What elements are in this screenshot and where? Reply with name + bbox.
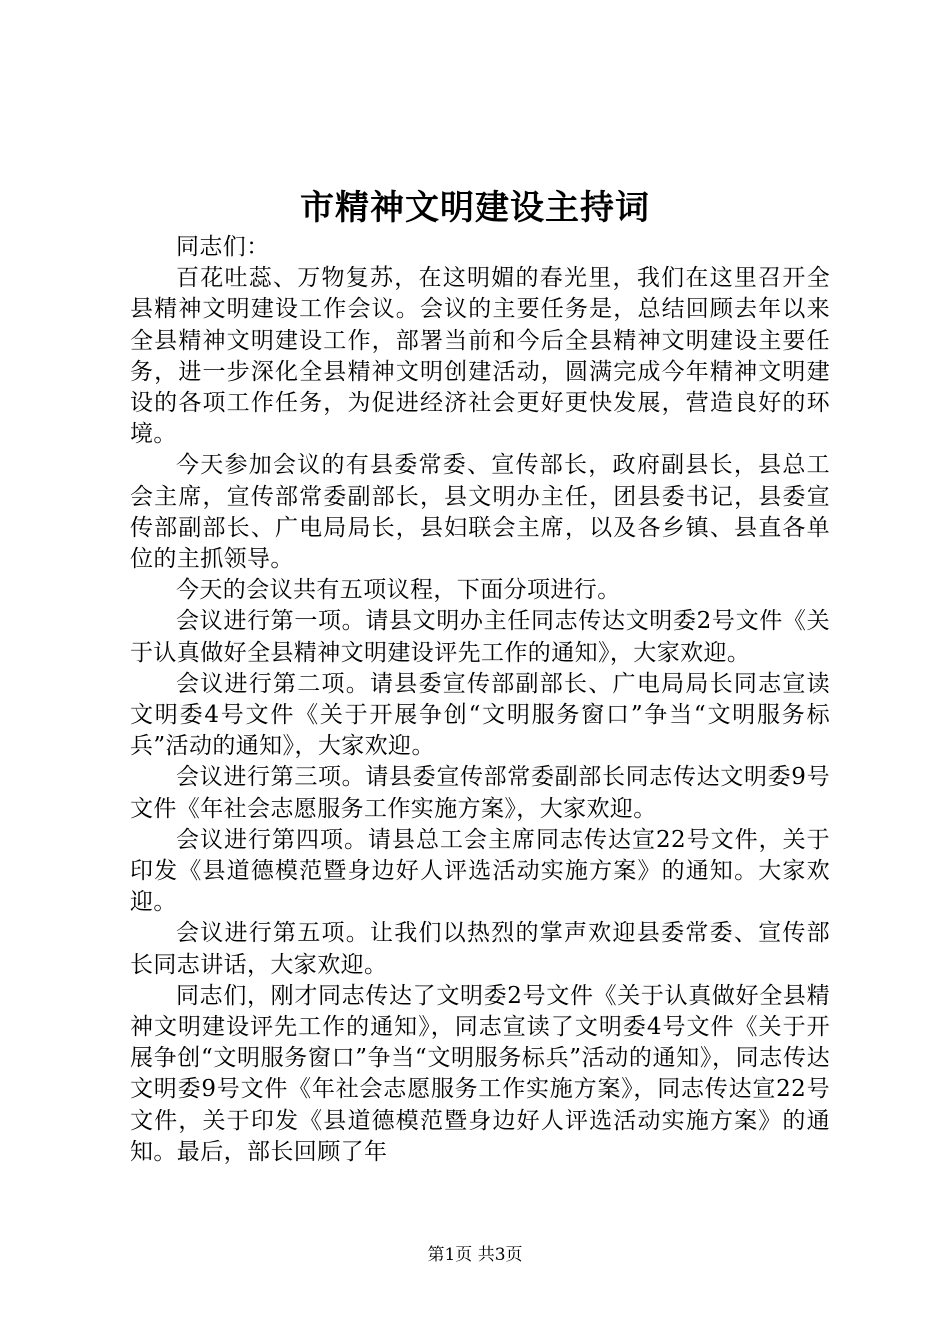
paragraph-salutation: 同志们： xyxy=(176,234,270,260)
document-title: 市精神文明建设主持词 xyxy=(300,188,650,228)
paragraph: 会议进行第二项。请县委宣传部副部长、广电局局长同志宣读文明委4号文件《关于开展争创“文明服务窗口”争当“文明服务标兵”活动的通知》，大家欢迎。 xyxy=(130,670,830,760)
paragraph: 会议进行第四项。请县总工会主席同志传达宣22号文件，关于印发《县道德模范暨身边好人评选活动实施方案》的通知。大家欢迎。 xyxy=(130,826,830,916)
paragraph: 百花吐蕊、万物复苏，在这明媚的春光里，我们在这里召开全县精神文明建设工作会议。会议的主要任务是，总结回顾去年以来全县精神文明建设工作，部署当前和今后全县精神文明建设主要任务，进一步深化全县精神文明创建活动，圆满完成今年精神文明建设的各项工作任务，为促进经济社会更好更快发展，营造良好的环境。 xyxy=(130,265,830,448)
page-number-footer: 第1页 共3页 xyxy=(427,1245,523,1265)
document-body xyxy=(130,232,830,1168)
paragraph: 会议进行第一项。请县文明办主任同志传达文明委2号文件《关于认真做好全县精神文明建设评先工作的通知》，大家欢迎。 xyxy=(130,608,830,666)
paragraph: 同志们，刚才同志传达了文明委2号文件《关于认真做好全县精神文明建设评先工作的通知》，同志宣读了文明委4号文件《关于开展争创“文明服务窗口”争当“文明服务标兵”活动的通知》，同志传达文明委9号文件《年社会志愿服务工作实施方案》，同志传达宣22号文件，关于印发《县道德模范暨身边好人评选活动实施方案》的通知。最后，部长回顾了年 xyxy=(130,982,830,1165)
paragraph: 会议进行第三项。请县委宣传部常委副部长同志传达文明委9号文件《年社会志愿服务工作实施方案》，大家欢迎。 xyxy=(130,764,830,822)
paragraph: 今天的会议共有五项议程，下面分项进行。 xyxy=(176,577,621,604)
paragraph: 会议进行第五项。让我们以热烈的掌声欢迎县委常委、宣传部长同志讲话，大家欢迎。 xyxy=(130,920,830,978)
paragraph: 今天参加会议的有县委常委、宣传部长，政府副县长，县总工会主席，宣传部常委副部长，县文明办主任，团县委书记，县委宣传部副部长、广电局局长，县妇联会主席，以及各乡镇、县直各单位的主抓领导。 xyxy=(130,452,830,573)
